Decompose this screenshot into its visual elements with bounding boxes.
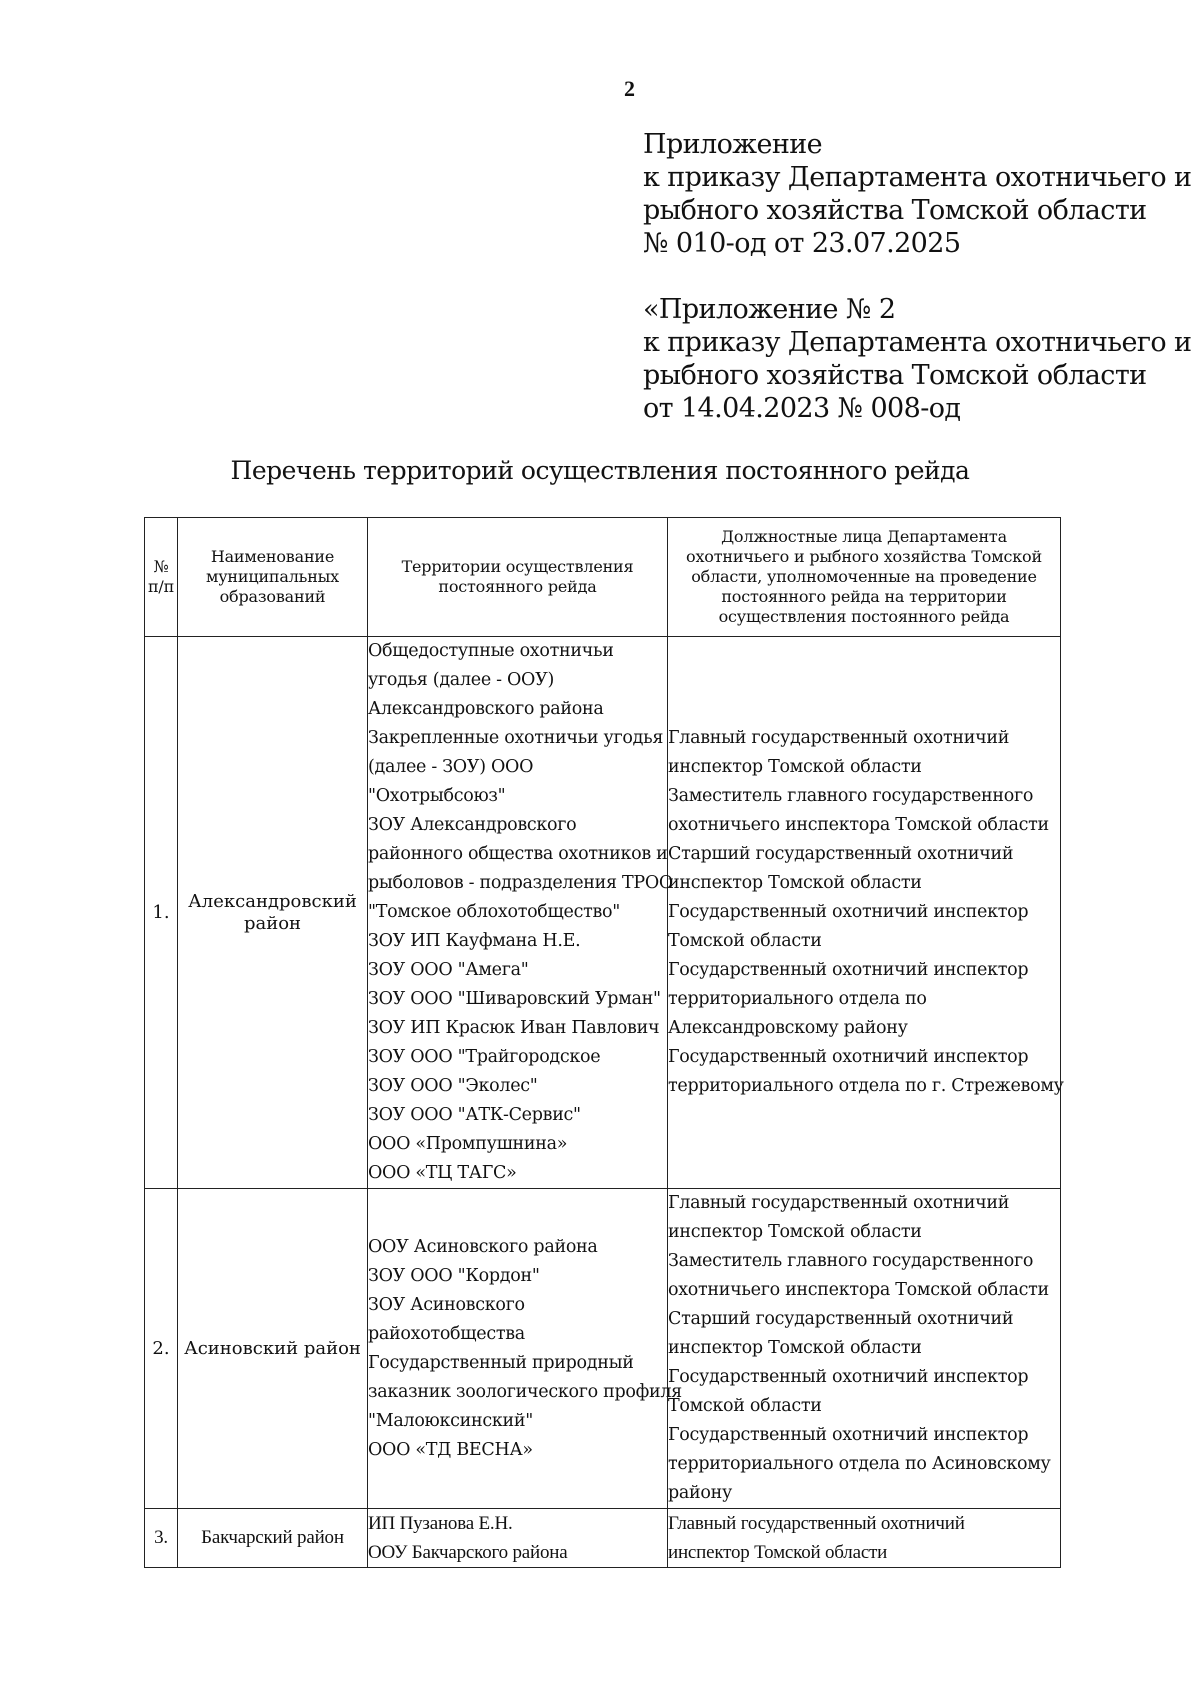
municipality-cell: Асиновский район — [178, 1189, 368, 1509]
municipality-cell: Александровский район — [178, 637, 368, 1189]
officials-cell: Главный государственный охотничий инспектор Томской области — [668, 1509, 1061, 1568]
document-title: Перечень территорий осуществления постоянного рейда — [230, 456, 970, 485]
appendix-quoted-line: от 14.04.2023 № 008-од — [643, 393, 961, 424]
row-number: 2. — [145, 1189, 178, 1509]
header-municipality: Наименование муниципальных образований — [178, 518, 368, 637]
territories-cell: Общедоступные охотничьи угодья (далее - ООУ) Александровского района Закрепленные охотничьи угодья (далее - ЗОУ) ООО "Охотрыбсоюз" ЗОУ Александровского районного общества охотников и рыболовов - подразделения ТРОО "Томское облохотобщество" ЗОУ ИП Кауфмана Н.Е. ЗОУ ООО "Амега" ЗОУ ООО "Шиваровский Урман" ЗОУ ИП Красюк Иван Павлович ЗОУ ООО "Трайгородское ЗОУ ООО "Эколес" ЗОУ ООО "АТК-Сервис" ООО «Промпушнина» ООО «ТЦ ТАГС» — [368, 637, 668, 1189]
territories-cell: ООУ Асиновского района ЗОУ ООО "Кордон" ЗОУ Асиновского райохотобщества Государственный природный заказник зоологического профиля "Малоюксинский" ООО «ТД ВЕСНА» — [368, 1189, 668, 1509]
page-number: 2 — [624, 76, 635, 101]
header-territories: Территории осуществления постоянного рейда — [368, 518, 668, 637]
header-num: № п/п — [145, 518, 178, 637]
appendix-quoted-line: «Приложение № 2 — [643, 294, 896, 325]
row-number: 1. — [145, 637, 178, 1189]
appendix-quoted — [643, 293, 1191, 425]
municipality-cell: Бакчарский район — [178, 1509, 368, 1568]
appendix-quoted-line: к приказу Департамента охотничьего и — [643, 327, 1192, 358]
header-officials: Должностные лица Департамента охотничьего и рыбного хозяйства Томской области, уполномоченные на проведение постоянного рейда на территории осуществления постоянного рейда — [668, 518, 1061, 637]
territories-cell: ИП Пузанова Е.Н. ООУ Бакчарского района — [368, 1509, 668, 1568]
table-row — [145, 1189, 1061, 1509]
appendix-header-line: рыбного хозяйства Томской области — [643, 195, 1147, 226]
raid-territories-table — [144, 517, 1064, 1568]
table-row — [145, 1509, 1061, 1568]
appendix-header-line: Приложение — [643, 129, 823, 160]
officials-cell: Главный государственный охотничий инспектор Томской области Заместитель главного государственного охотничьего инспектора Томской области Старший государственный охотничий инспектор Томской области Государственный охотничий инспектор Томской области Государственный охотничий инспектор территориального отдела по Александровскому району Государственный охотничий инспектор территориального отдела по г. Стрежевому — [668, 637, 1061, 1189]
table-row — [145, 637, 1061, 1189]
appendix-header-line: к приказу Департамента охотничьего и — [643, 162, 1192, 193]
appendix-header — [643, 128, 1191, 260]
appendix-header-line: № 010-од от 23.07.2025 — [643, 228, 961, 259]
row-number: 3. — [145, 1509, 178, 1568]
appendix-quoted-line: рыбного хозяйства Томской области — [643, 360, 1147, 391]
officials-cell: Главный государственный охотничий инспектор Томской области Заместитель главного государственного охотничьего инспектора Томской области Старший государственный охотничий инспектор Томской области Государственный охотничий инспектор Томской области Государственный охотничий инспектор территориального отдела по Асиновскому району — [668, 1189, 1061, 1509]
table-header-row — [145, 518, 1061, 637]
